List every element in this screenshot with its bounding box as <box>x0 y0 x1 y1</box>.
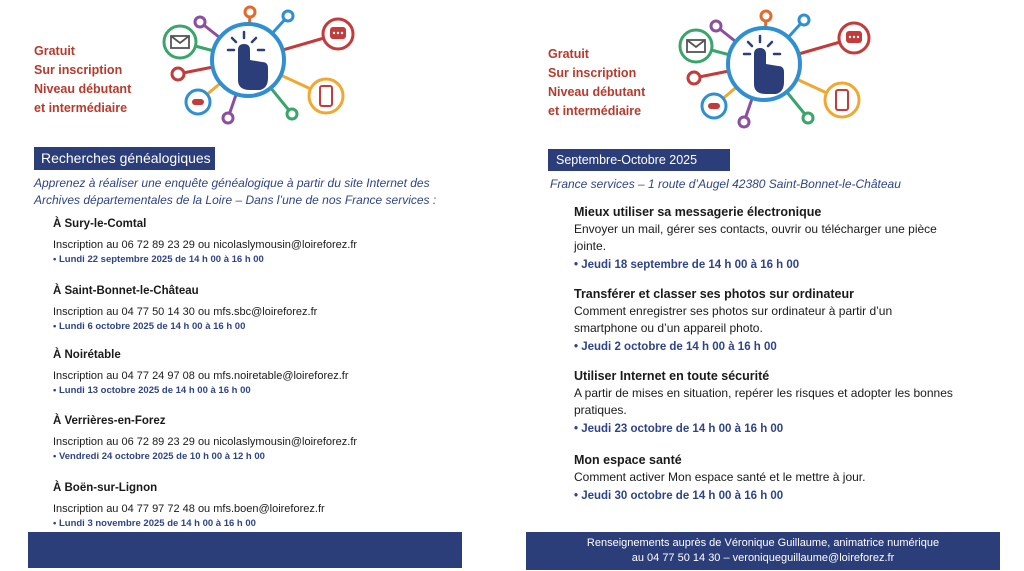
location-block <box>53 413 493 463</box>
workshop-date: • Jeudi 23 octobre de 14 h 00 à 16 h 00 <box>574 423 784 435</box>
badge-gratuit: Gratuit <box>34 44 75 58</box>
location-contact: Inscription au 04 77 97 72 48 ou mfs.boen@loireforez.fr <box>53 503 325 515</box>
badge-intermediaire: et intermédiaire <box>548 104 642 118</box>
location-date: • Lundi 6 octobre 2025 de 14 h 00 à 16 h 00 <box>53 321 246 332</box>
workshop-block <box>574 368 954 437</box>
workshop-date: • Jeudi 2 octobre de 14 h 00 à 16 h 00 <box>574 341 777 353</box>
badge-list <box>34 42 131 118</box>
location-date: • Lundi 3 novembre 2025 de 14 h 00 à 16 h 00 <box>53 518 256 529</box>
workshop-title: Mieux utiliser sa messagerie électronique <box>574 205 822 219</box>
workshop-title: Utiliser Internet en toute sécurité <box>574 369 770 383</box>
location-block <box>53 216 493 266</box>
workshop-block <box>574 286 954 355</box>
footer-contact-line2: au 04 77 50 14 30 – veroniqueguillaume@loireforez.fr <box>631 552 895 564</box>
workshop-date: • Jeudi 30 octobre de 14 h 00 à 16 h 00 <box>574 490 784 502</box>
digital-network-icon <box>654 6 884 130</box>
workshop-title: Mon espace santé <box>574 453 682 467</box>
badge-inscription: Sur inscription <box>34 63 123 77</box>
workshop-block <box>574 204 954 273</box>
location-contact: Inscription au 04 77 24 97 08 ou mfs.noiretable@loireforez.fr <box>53 370 349 382</box>
badge-intermediaire: et intermédiaire <box>34 101 128 115</box>
flyer-genealogie <box>0 0 500 571</box>
footer-bar <box>28 532 462 568</box>
workshop-description: Comment enregistrer ses photos sur ordinateur à partir d’un smartphone ou d’un appareil photo. <box>574 304 893 335</box>
location-name: À Saint-Bonnet-le-Château <box>53 285 199 297</box>
workshop-description: Envoyer un mail, gérer ses contacts, ouvrir ou télécharger une pièce jointe. <box>574 222 937 253</box>
badge-gratuit: Gratuit <box>548 47 589 61</box>
location-date: • Lundi 22 septembre 2025 de 14 h 00 à 16 h 00 <box>53 254 264 265</box>
location-name: À Noirétable <box>53 349 121 361</box>
badge-list <box>548 45 645 121</box>
location-name: À Verrières-en-Forez <box>53 415 166 427</box>
badge-niveau: Niveau débutant <box>548 85 646 99</box>
workshop-description: Comment activer Mon espace santé et le mettre à jour. <box>574 470 866 484</box>
section-title: Recherches généalogiques <box>34 147 215 170</box>
workshop-description: A partir de mises en situation, repérer les risques et adopter les bonnes pratiques. <box>574 386 953 417</box>
flyer-ateliers-numeriques <box>512 0 1024 571</box>
footer-bar <box>526 532 1000 570</box>
location-block <box>53 283 493 333</box>
location-contact: Inscription au 06 72 89 23 29 ou nicolaslymousin@loireforez.fr <box>53 436 358 448</box>
badge-inscription: Sur inscription <box>548 66 637 80</box>
workshop-block <box>574 452 954 504</box>
intro-text: Apprenez à réaliser une enquête généalogique à partir du site Internet des Archives départementales de la Loire – Dans l’une de nos France services : <box>34 176 437 207</box>
location-block <box>53 480 493 530</box>
workshop-title: Transférer et classer ses photos sur ordinateur <box>574 287 854 301</box>
section-title: Septembre-Octobre 2025 <box>548 149 730 171</box>
workshop-date: • Jeudi 18 septembre de 14 h 00 à 16 h 00 <box>574 259 800 271</box>
location-block <box>53 347 493 397</box>
location-name: À Boën-sur-Lignon <box>53 482 158 494</box>
location-name: À Sury-le-Comtal <box>53 218 147 230</box>
badge-niveau: Niveau débutant <box>34 82 132 96</box>
location-date: • Lundi 13 octobre 2025 de 14 h 00 à 16 h 00 <box>53 385 251 396</box>
location-date: • Vendredi 24 octobre 2025 de 10 h 00 à 12 h 00 <box>53 451 265 462</box>
location-contact: Inscription au 06 72 89 23 29 ou nicolaslymousin@loireforez.fr <box>53 239 358 251</box>
location-contact: Inscription au 04 77 50 14 30 ou mfs.sbc@loireforez.fr <box>53 306 318 318</box>
address-text: France services – 1 route d’Augel 42380 Saint-Bonnet-le-Château <box>550 177 901 191</box>
digital-network-icon <box>138 2 368 126</box>
footer-contact-line1: Renseignements auprès de Véronique Guillaume, animatrice numérique <box>586 537 940 549</box>
